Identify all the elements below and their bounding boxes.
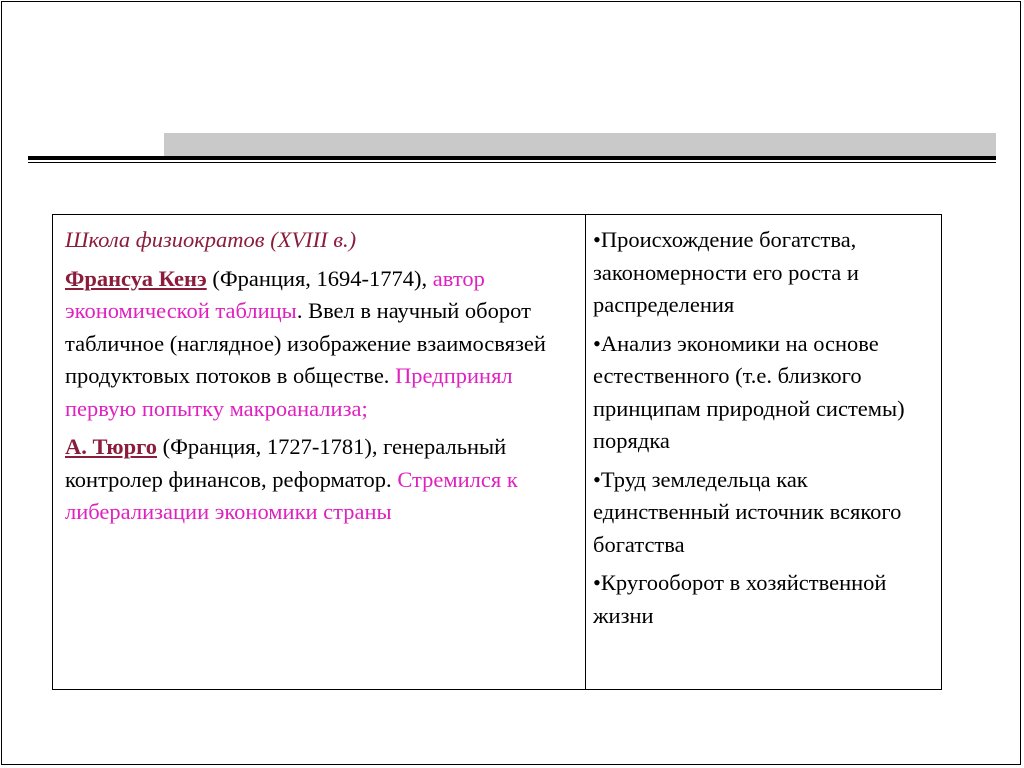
header-rule-thin <box>28 162 996 163</box>
quesnay-details: (Франция, 1694-1774), <box>206 265 428 291</box>
school-title: Школа физиократов (XVIII в.) <box>65 227 357 252</box>
quesnay-paragraph <box>65 263 581 426</box>
right-cell <box>593 215 938 638</box>
bullet-item: •Анализ экономики на основе естественного (т.е. близкого принципам природной системы) порядка <box>593 330 905 453</box>
turgot-text: генеральный контролер финансов, реформатор. <box>65 434 507 492</box>
bullet-item: •Труд земледельца как единственный источник всякого богатства <box>593 466 902 557</box>
bullet-item: •Происхождение богатства, закономерности его роста и распределения <box>593 227 859 317</box>
content-table <box>52 214 942 690</box>
quesnay-highlight: Предпринял первую попытку макроанализа; <box>65 363 513 421</box>
quesnay-role: автор экономической таблицы <box>65 265 485 323</box>
turgot-name: А. Тюрго <box>65 434 157 459</box>
quesnay-text: . Ввел в научный оборот табличное (наглядное) изображение взаимосвязей продуктовых потоков в обществе. <box>65 298 546 388</box>
left-cell <box>65 215 581 535</box>
quesnay-name: Франсуа Кенэ <box>65 265 207 291</box>
header-rule-thick <box>28 156 996 160</box>
turgot-highlight: Стремился к либерализации экономики страны <box>65 466 518 524</box>
turgot-details: (Франция, 1727-1781), <box>157 434 378 459</box>
turgot-paragraph <box>65 431 581 529</box>
school-paragraph <box>65 224 581 257</box>
bullet-item: •Кругооборот в хозяйственной жизни <box>593 570 887 628</box>
column-divider <box>585 215 586 689</box>
header-bar <box>164 133 996 156</box>
